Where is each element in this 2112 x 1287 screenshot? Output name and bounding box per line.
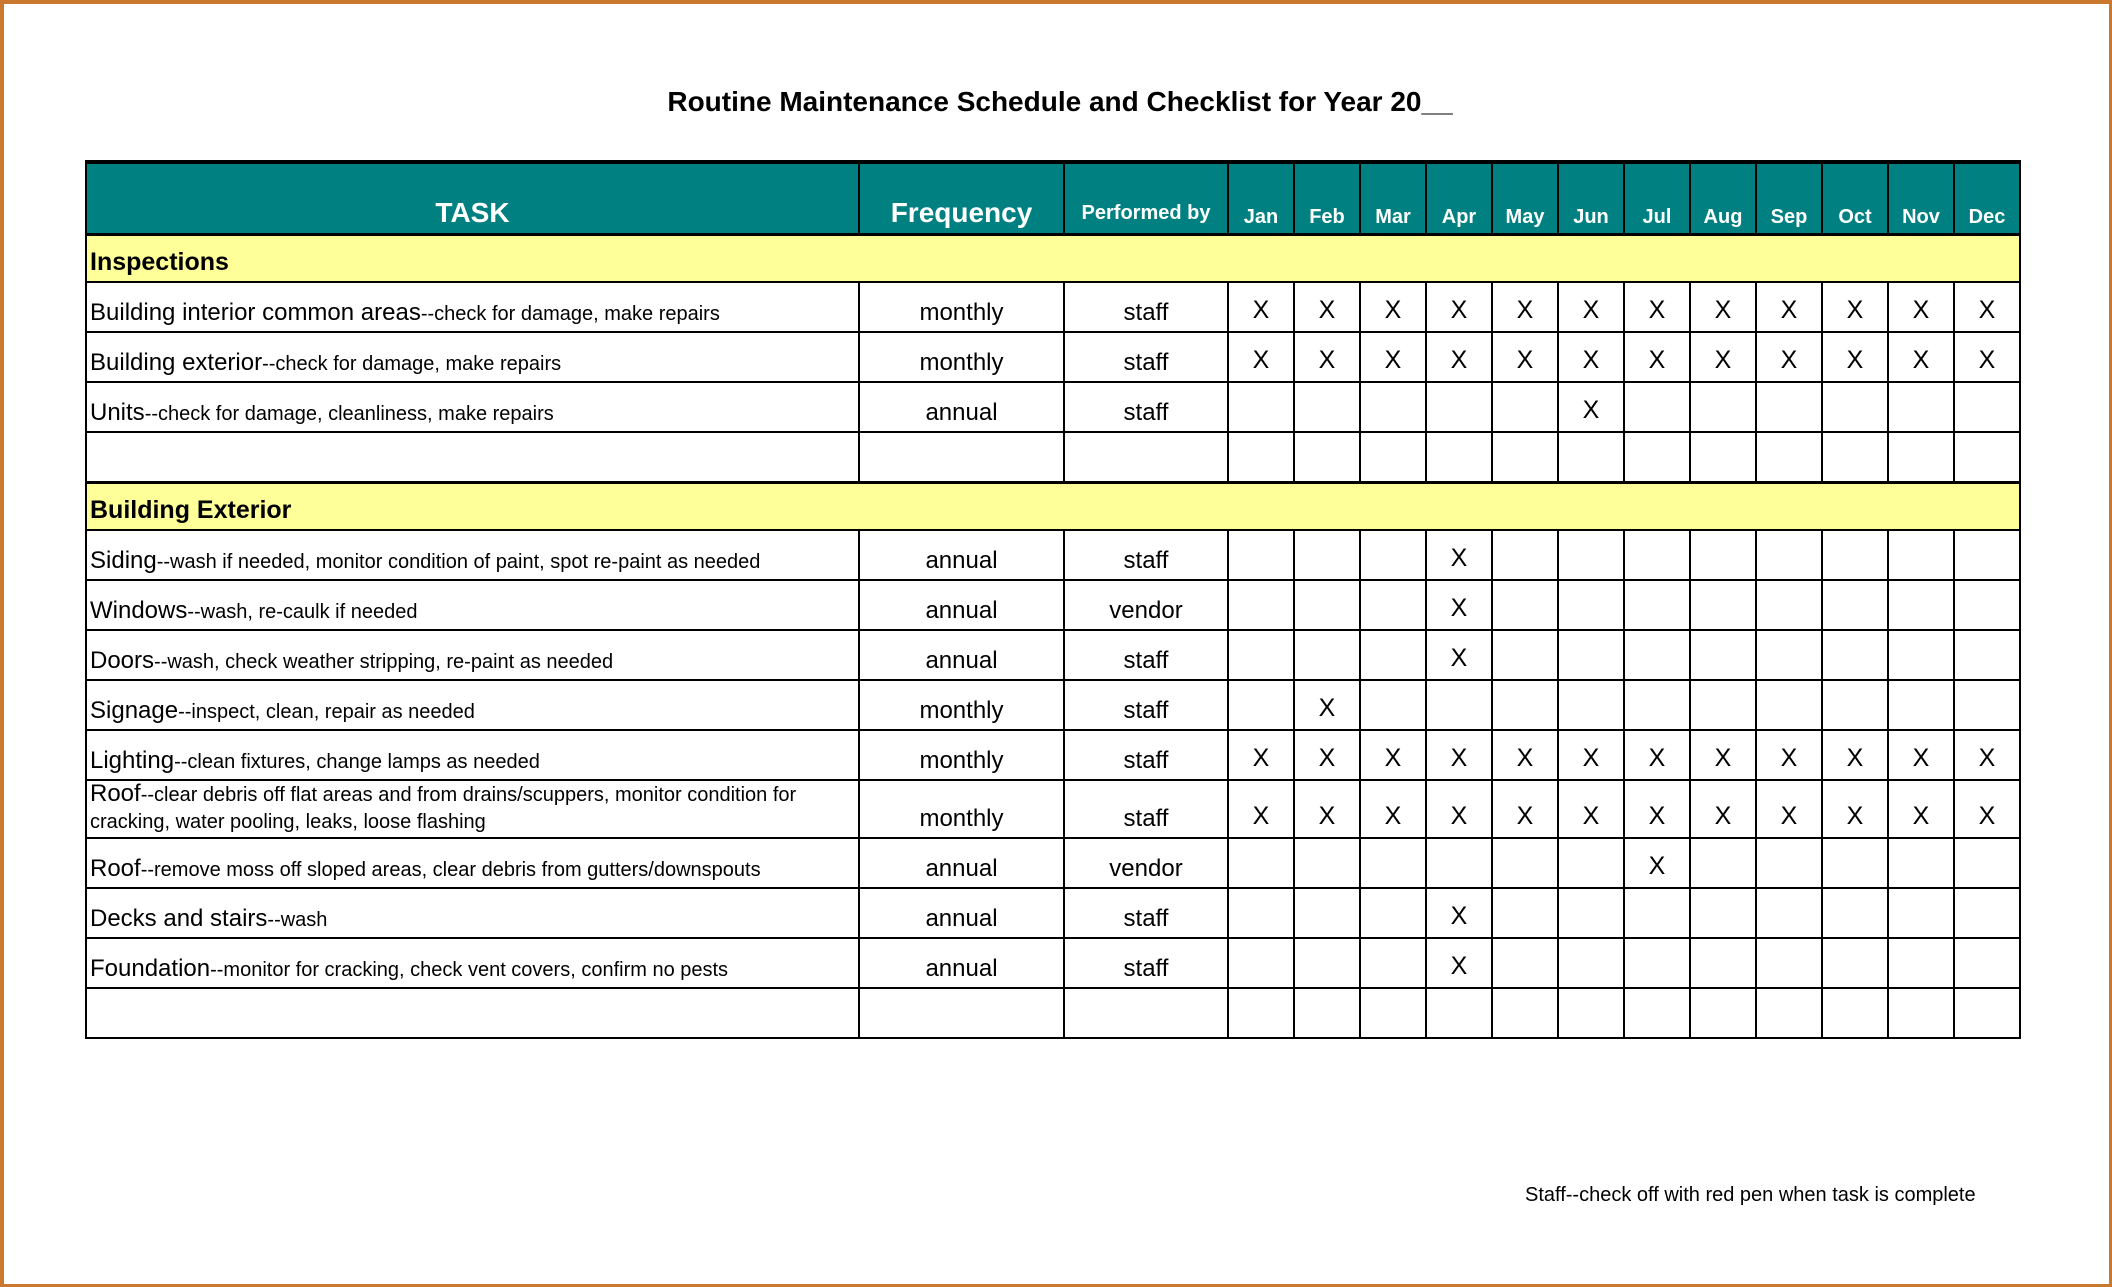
month-check-cell[interactable]: X xyxy=(1426,630,1492,680)
task-cell xyxy=(86,332,859,382)
month-check-cell[interactable] xyxy=(1624,988,1690,1038)
month-check-cell[interactable] xyxy=(1360,838,1426,888)
month-check-cell[interactable] xyxy=(1426,838,1492,888)
month-check-cell[interactable]: X xyxy=(1558,332,1624,382)
month-check-cell[interactable] xyxy=(1228,680,1294,730)
month-check-cell[interactable]: X xyxy=(1294,780,1360,838)
task-description: --check for damage, cleanliness, make repairs xyxy=(144,403,554,425)
performed-by-cell: staff xyxy=(1064,530,1228,580)
month-check-cell[interactable] xyxy=(1888,530,1954,580)
month-check-cell[interactable]: X xyxy=(1426,580,1492,630)
frequency-cell: monthly xyxy=(859,680,1064,730)
month-check-cell[interactable] xyxy=(1690,888,1756,938)
month-check-cell[interactable]: X xyxy=(1954,332,2020,382)
month-check-cell[interactable] xyxy=(1756,530,1822,580)
month-check-cell[interactable] xyxy=(1756,680,1822,730)
performed-by-cell: staff xyxy=(1064,630,1228,680)
frequency-cell: monthly xyxy=(859,730,1064,780)
performed-by-cell xyxy=(1064,432,1228,482)
month-check-cell[interactable] xyxy=(1558,988,1624,1038)
month-check-cell[interactable] xyxy=(1228,888,1294,938)
table-row xyxy=(86,630,2020,680)
task-cell xyxy=(86,382,859,432)
month-check-cell[interactable]: X xyxy=(1558,730,1624,780)
footer-note: Staff--check off with red pen when task is complete xyxy=(1525,1184,1976,1206)
frequency-cell: annual xyxy=(859,630,1064,680)
month-check-cell[interactable] xyxy=(1954,382,2020,432)
month-check-cell[interactable] xyxy=(1360,630,1426,680)
month-check-cell[interactable] xyxy=(1558,680,1624,730)
performed-by-cell: vendor xyxy=(1064,580,1228,630)
month-check-cell[interactable]: X xyxy=(1228,730,1294,780)
task-name: Units xyxy=(90,399,145,426)
performed-by-cell xyxy=(1064,988,1228,1038)
performed-by-cell: vendor xyxy=(1064,838,1228,888)
frequency-cell: annual xyxy=(859,888,1064,938)
month-check-cell[interactable] xyxy=(1558,530,1624,580)
task-description: --check for damage, make repairs xyxy=(262,353,562,375)
month-check-cell[interactable] xyxy=(1822,988,1888,1038)
month-check-cell[interactable] xyxy=(1822,838,1888,888)
month-check-cell[interactable] xyxy=(1492,580,1558,630)
month-check-cell[interactable] xyxy=(1822,938,1888,988)
performed-by-cell: staff xyxy=(1064,382,1228,432)
month-check-cell[interactable] xyxy=(1492,680,1558,730)
month-check-cell[interactable] xyxy=(1228,530,1294,580)
month-check-cell[interactable]: X xyxy=(1294,730,1360,780)
month-check-cell[interactable]: X xyxy=(1558,382,1624,432)
month-check-cell[interactable] xyxy=(1690,988,1756,1038)
table-row xyxy=(86,282,2020,332)
month-check-cell[interactable]: X xyxy=(1888,332,1954,382)
month-check-cell[interactable]: X xyxy=(1690,282,1756,332)
month-check-cell[interactable] xyxy=(1558,432,1624,482)
performed-by-cell: staff xyxy=(1064,680,1228,730)
maintenance-schedule-table xyxy=(85,160,2021,1039)
month-check-cell[interactable] xyxy=(1756,888,1822,938)
task-description: --clean fixtures, change lamps as needed xyxy=(174,751,540,773)
month-check-cell[interactable]: X xyxy=(1426,332,1492,382)
table-row xyxy=(86,838,2020,888)
task-cell xyxy=(86,680,859,730)
task-description: --monitor for cracking, check vent covers, confirm no pests xyxy=(210,959,729,981)
task-description: --wash, re-caulk if needed xyxy=(187,601,418,623)
month-check-cell[interactable] xyxy=(1294,580,1360,630)
month-check-cell[interactable] xyxy=(1294,888,1360,938)
table-row xyxy=(86,988,2020,1038)
month-check-cell[interactable]: X xyxy=(1228,332,1294,382)
month-check-cell[interactable]: X xyxy=(1294,680,1360,730)
month-check-cell[interactable]: X xyxy=(1888,730,1954,780)
table-row xyxy=(86,888,2020,938)
month-check-cell[interactable] xyxy=(1756,838,1822,888)
month-check-cell[interactable] xyxy=(1888,680,1954,730)
month-check-cell[interactable] xyxy=(1954,630,2020,680)
month-check-cell[interactable]: X xyxy=(1426,888,1492,938)
month-check-cell[interactable] xyxy=(1558,888,1624,938)
month-check-cell[interactable] xyxy=(1360,382,1426,432)
month-check-cell[interactable] xyxy=(1426,432,1492,482)
header-month: Jan xyxy=(1228,162,1294,234)
month-check-cell[interactable] xyxy=(1690,382,1756,432)
frequency-cell xyxy=(859,432,1064,482)
month-check-cell[interactable]: X xyxy=(1756,282,1822,332)
header-task: TASK xyxy=(86,162,859,234)
month-check-cell[interactable] xyxy=(1294,432,1360,482)
month-check-cell[interactable]: X xyxy=(1558,780,1624,838)
table-row xyxy=(86,680,2020,730)
month-check-cell[interactable] xyxy=(1426,680,1492,730)
frequency-cell: annual xyxy=(859,580,1064,630)
task-description: --wash if needed, monitor condition of paint, spot re-paint as needed xyxy=(156,551,761,573)
month-check-cell[interactable] xyxy=(1294,630,1360,680)
month-check-cell[interactable]: X xyxy=(1360,332,1426,382)
month-check-cell[interactable] xyxy=(1888,580,1954,630)
month-check-cell[interactable] xyxy=(1690,530,1756,580)
task-description: --wash xyxy=(267,909,328,931)
month-check-cell[interactable] xyxy=(1228,432,1294,482)
performed-by-cell: staff xyxy=(1064,282,1228,332)
month-check-cell[interactable] xyxy=(1822,888,1888,938)
month-check-cell[interactable] xyxy=(1624,530,1690,580)
month-check-cell[interactable] xyxy=(1756,580,1822,630)
month-check-cell[interactable]: X xyxy=(1624,780,1690,838)
month-check-cell[interactable] xyxy=(1822,680,1888,730)
month-check-cell[interactable] xyxy=(1558,580,1624,630)
performed-by-cell: staff xyxy=(1064,332,1228,382)
month-check-cell[interactable]: X xyxy=(1360,780,1426,838)
month-check-cell[interactable] xyxy=(1360,888,1426,938)
header-month: Apr xyxy=(1426,162,1492,234)
header-month: Jul xyxy=(1624,162,1690,234)
month-check-cell[interactable] xyxy=(1294,838,1360,888)
task-description: --check for damage, make repairs xyxy=(420,303,720,325)
month-check-cell[interactable] xyxy=(1690,680,1756,730)
month-check-cell[interactable] xyxy=(1492,530,1558,580)
header-month: Nov xyxy=(1888,162,1954,234)
month-check-cell[interactable]: X xyxy=(1888,282,1954,332)
header-month: Feb xyxy=(1294,162,1360,234)
month-check-cell[interactable] xyxy=(1624,432,1690,482)
month-check-cell[interactable] xyxy=(1888,838,1954,888)
frequency-cell: monthly xyxy=(859,780,1064,838)
month-check-cell[interactable] xyxy=(1294,530,1360,580)
header-frequency: Frequency xyxy=(859,162,1064,234)
task-name: Roof xyxy=(90,780,141,807)
task-name: Signage xyxy=(90,697,179,724)
month-check-cell[interactable]: X xyxy=(1690,332,1756,382)
month-check-cell[interactable]: X xyxy=(1228,282,1294,332)
month-check-cell[interactable] xyxy=(1756,382,1822,432)
task-name: Siding xyxy=(90,547,157,574)
header-month: Aug xyxy=(1690,162,1756,234)
month-check-cell[interactable] xyxy=(1690,630,1756,680)
month-check-cell[interactable]: X xyxy=(1558,282,1624,332)
month-check-cell[interactable]: X xyxy=(1360,730,1426,780)
task-cell xyxy=(86,838,859,888)
task-name: Lighting xyxy=(90,747,175,774)
month-check-cell[interactable]: X xyxy=(1690,780,1756,838)
frequency-cell: annual xyxy=(859,382,1064,432)
month-check-cell[interactable] xyxy=(1360,680,1426,730)
month-check-cell[interactable] xyxy=(1822,580,1888,630)
month-check-cell[interactable] xyxy=(1954,888,2020,938)
header-month: Oct xyxy=(1822,162,1888,234)
month-check-cell[interactable]: X xyxy=(1492,780,1558,838)
header-month: Mar xyxy=(1360,162,1426,234)
month-check-cell[interactable] xyxy=(1228,838,1294,888)
page-title: Routine Maintenance Schedule and Checklist for Year 20__ xyxy=(667,86,1453,117)
month-check-cell[interactable] xyxy=(1360,530,1426,580)
month-check-cell[interactable] xyxy=(1888,938,1954,988)
month-check-cell[interactable] xyxy=(1624,888,1690,938)
month-check-cell[interactable] xyxy=(1294,988,1360,1038)
month-check-cell[interactable] xyxy=(1294,938,1360,988)
month-check-cell[interactable] xyxy=(1690,938,1756,988)
month-check-cell[interactable]: X xyxy=(1294,332,1360,382)
month-check-cell[interactable] xyxy=(1888,988,1954,1038)
month-check-cell[interactable] xyxy=(1690,838,1756,888)
month-check-cell[interactable]: X xyxy=(1426,530,1492,580)
task-cell xyxy=(86,888,859,938)
task-cell xyxy=(86,580,859,630)
month-check-cell[interactable] xyxy=(1888,382,1954,432)
frequency-cell xyxy=(859,988,1064,1038)
month-check-cell[interactable] xyxy=(1756,938,1822,988)
month-check-cell[interactable] xyxy=(1360,432,1426,482)
month-check-cell[interactable] xyxy=(1954,530,2020,580)
header-month: Sep xyxy=(1756,162,1822,234)
section-title: Building Exterior xyxy=(86,482,2020,530)
task-description: --wash, check weather stripping, re-paint as needed xyxy=(154,651,614,673)
table-row xyxy=(86,530,2020,580)
month-check-cell[interactable] xyxy=(1954,938,2020,988)
month-check-cell[interactable] xyxy=(1690,432,1756,482)
month-check-cell[interactable]: X xyxy=(1756,780,1822,838)
month-check-cell[interactable] xyxy=(1954,680,2020,730)
month-check-cell[interactable]: X xyxy=(1426,282,1492,332)
month-check-cell[interactable]: X xyxy=(1228,780,1294,838)
performed-by-cell: staff xyxy=(1064,938,1228,988)
month-check-cell[interactable] xyxy=(1360,938,1426,988)
month-check-cell[interactable] xyxy=(1558,938,1624,988)
month-check-cell[interactable]: X xyxy=(1822,332,1888,382)
month-check-cell[interactable] xyxy=(1492,838,1558,888)
month-check-cell[interactable] xyxy=(1954,838,2020,888)
task-description: --remove moss off sloped areas, clear debris from gutters/downspouts xyxy=(140,859,761,881)
frequency-cell: annual xyxy=(859,530,1064,580)
table-row xyxy=(86,938,2020,988)
task-name: Decks and stairs xyxy=(90,905,268,932)
month-check-cell[interactable]: X xyxy=(1492,730,1558,780)
header-row xyxy=(86,162,2020,234)
month-check-cell[interactable] xyxy=(1624,938,1690,988)
task-description: --inspect, clean, repair as needed xyxy=(178,701,475,723)
month-check-cell[interactable] xyxy=(1624,680,1690,730)
month-check-cell[interactable] xyxy=(1228,938,1294,988)
table-row xyxy=(86,432,2020,482)
task-name: Building exterior xyxy=(90,349,263,376)
month-check-cell[interactable] xyxy=(1756,432,1822,482)
performed-by-cell: staff xyxy=(1064,780,1228,838)
month-check-cell[interactable]: X xyxy=(1954,780,2020,838)
month-check-cell[interactable] xyxy=(1558,838,1624,888)
month-check-cell[interactable] xyxy=(1294,382,1360,432)
month-check-cell[interactable] xyxy=(1426,382,1492,432)
month-check-cell[interactable] xyxy=(1954,432,2020,482)
month-check-cell[interactable] xyxy=(1888,432,1954,482)
month-check-cell[interactable] xyxy=(1822,630,1888,680)
month-check-cell[interactable] xyxy=(1360,580,1426,630)
month-check-cell[interactable] xyxy=(1492,988,1558,1038)
performed-by-cell: staff xyxy=(1064,888,1228,938)
month-check-cell[interactable]: X xyxy=(1954,730,2020,780)
table-row xyxy=(86,332,2020,382)
month-check-cell[interactable]: X xyxy=(1822,282,1888,332)
month-check-cell[interactable] xyxy=(1624,382,1690,432)
month-check-cell[interactable] xyxy=(1822,382,1888,432)
month-check-cell[interactable]: X xyxy=(1822,730,1888,780)
task-cell xyxy=(86,432,859,482)
task-name: Foundation xyxy=(90,955,211,982)
month-check-cell[interactable]: X xyxy=(1954,282,2020,332)
task-cell xyxy=(86,630,859,680)
frequency-cell: monthly xyxy=(859,282,1064,332)
header-month: Jun xyxy=(1558,162,1624,234)
table-row xyxy=(86,580,2020,630)
section-header-row xyxy=(86,482,2020,530)
month-check-cell[interactable] xyxy=(1624,630,1690,680)
month-check-cell[interactable] xyxy=(1228,580,1294,630)
month-check-cell[interactable] xyxy=(1822,530,1888,580)
month-check-cell[interactable] xyxy=(1492,888,1558,938)
month-check-cell[interactable] xyxy=(1954,580,2020,630)
task-cell xyxy=(86,730,859,780)
month-check-cell[interactable]: X xyxy=(1888,780,1954,838)
month-check-cell[interactable] xyxy=(1624,580,1690,630)
month-check-cell[interactable] xyxy=(1228,382,1294,432)
month-check-cell[interactable]: X xyxy=(1624,838,1690,888)
task-cell xyxy=(86,780,859,838)
month-check-cell[interactable] xyxy=(1690,580,1756,630)
month-check-cell[interactable] xyxy=(1558,630,1624,680)
frequency-cell: monthly xyxy=(859,332,1064,382)
month-check-cell[interactable] xyxy=(1492,938,1558,988)
task-name: Doors xyxy=(90,647,155,674)
month-check-cell[interactable] xyxy=(1492,432,1558,482)
header-performed-by: Performed by xyxy=(1064,162,1228,234)
task-cell xyxy=(86,530,859,580)
month-check-cell[interactable]: X xyxy=(1756,332,1822,382)
month-check-cell[interactable]: X xyxy=(1294,282,1360,332)
month-check-cell[interactable] xyxy=(1360,988,1426,1038)
month-check-cell[interactable]: X xyxy=(1822,780,1888,838)
task-name: Windows xyxy=(90,597,188,624)
month-check-cell[interactable] xyxy=(1888,888,1954,938)
table-row xyxy=(86,730,2020,780)
month-check-cell[interactable] xyxy=(1492,630,1558,680)
month-check-cell[interactable] xyxy=(1492,382,1558,432)
month-check-cell[interactable]: X xyxy=(1492,332,1558,382)
month-check-cell[interactable]: X xyxy=(1426,730,1492,780)
month-check-cell[interactable]: X xyxy=(1624,282,1690,332)
task-cell xyxy=(86,988,859,1038)
header-month: Dec xyxy=(1954,162,2020,234)
month-check-cell[interactable]: X xyxy=(1690,730,1756,780)
task-name: Roof xyxy=(90,855,141,882)
task-name: Building interior common areas xyxy=(90,299,421,326)
month-check-cell[interactable] xyxy=(1426,988,1492,1038)
month-check-cell[interactable] xyxy=(1756,630,1822,680)
month-check-cell[interactable]: X xyxy=(1426,780,1492,838)
month-check-cell[interactable]: X xyxy=(1360,282,1426,332)
section-header-row xyxy=(86,234,2020,282)
header-month: May xyxy=(1492,162,1558,234)
performed-by-cell: staff xyxy=(1064,730,1228,780)
month-check-cell[interactable] xyxy=(1228,988,1294,1038)
month-check-cell[interactable]: X xyxy=(1492,282,1558,332)
table-row xyxy=(86,382,2020,432)
month-check-cell[interactable] xyxy=(1954,988,2020,1038)
month-check-cell[interactable]: X xyxy=(1756,730,1822,780)
month-check-cell[interactable]: X xyxy=(1624,332,1690,382)
month-check-cell[interactable] xyxy=(1888,630,1954,680)
task-cell xyxy=(86,282,859,332)
section-title: Inspections xyxy=(86,234,2020,282)
month-check-cell[interactable]: X xyxy=(1624,730,1690,780)
month-check-cell[interactable]: X xyxy=(1426,938,1492,988)
task-cell xyxy=(86,938,859,988)
month-check-cell[interactable] xyxy=(1228,630,1294,680)
month-check-cell[interactable] xyxy=(1822,432,1888,482)
table-row xyxy=(86,780,2020,838)
task-description: --clear debris off flat areas and from drains/scuppers, monitor condition for cracking, water pooling, leaks, loose flashing xyxy=(90,784,797,833)
frequency-cell: annual xyxy=(859,838,1064,888)
frequency-cell: annual xyxy=(859,938,1064,988)
month-check-cell[interactable] xyxy=(1756,988,1822,1038)
